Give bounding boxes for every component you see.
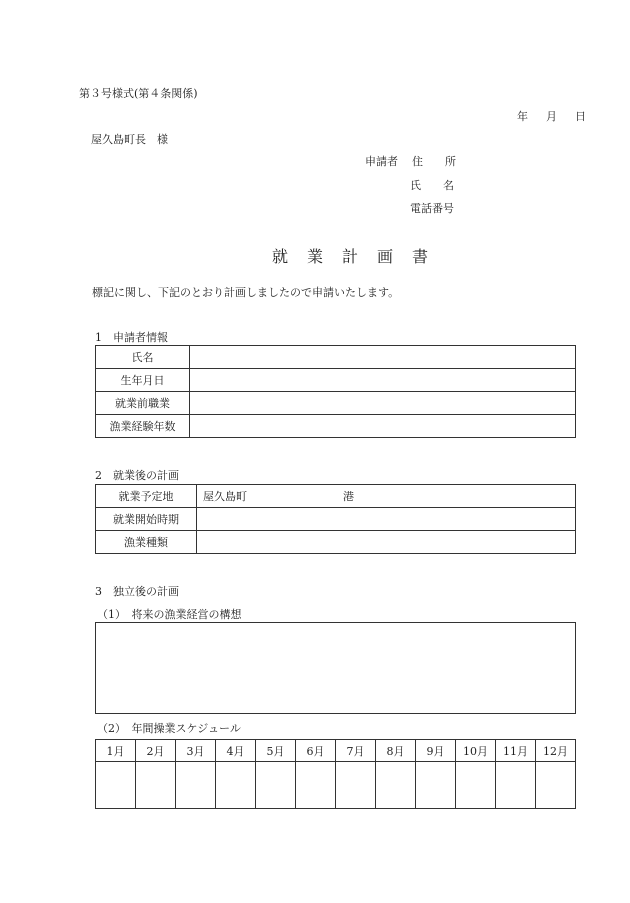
planned-location-field[interactable] bbox=[197, 485, 576, 508]
annual-schedule-table bbox=[95, 739, 576, 809]
row-label-fishing-experience: 漁業経験年数 bbox=[96, 415, 190, 438]
row-label-start-date: 就業開始時期 bbox=[96, 508, 197, 531]
schedule-entry-row bbox=[96, 762, 576, 809]
row-label-birthdate: 生年月日 bbox=[96, 369, 190, 392]
row-label-fishery-type: 漁業種類 bbox=[96, 531, 197, 554]
location-port-suffix: 港 bbox=[343, 490, 354, 503]
schedule-cell[interactable] bbox=[256, 762, 296, 809]
previous-job-field[interactable] bbox=[190, 392, 576, 415]
applicant-info-table bbox=[95, 345, 576, 438]
table-row bbox=[96, 369, 576, 392]
name-field[interactable] bbox=[190, 346, 576, 369]
date-year-label: 年 bbox=[517, 110, 528, 123]
title-char: 画 bbox=[377, 247, 394, 266]
month-header: 3月 bbox=[176, 740, 216, 762]
schedule-cell[interactable] bbox=[336, 762, 376, 809]
schedule-cell[interactable] bbox=[296, 762, 336, 809]
table-row bbox=[96, 485, 576, 508]
month-header: 8月 bbox=[376, 740, 416, 762]
table-row bbox=[96, 346, 576, 369]
schedule-cell[interactable] bbox=[216, 762, 256, 809]
schedule-cell[interactable] bbox=[416, 762, 456, 809]
month-header: 2月 bbox=[136, 740, 176, 762]
month-header: 10月 bbox=[456, 740, 496, 762]
start-date-field[interactable] bbox=[197, 508, 576, 531]
schedule-cell[interactable] bbox=[376, 762, 416, 809]
title-char: 就 bbox=[272, 247, 289, 266]
month-header: 4月 bbox=[216, 740, 256, 762]
section2-heading: 2 就業後の計画 bbox=[95, 469, 179, 482]
title-char: 書 bbox=[412, 247, 429, 266]
section1-heading: 1 申請者情報 bbox=[95, 331, 168, 344]
table-row bbox=[96, 392, 576, 415]
date-line bbox=[517, 111, 586, 122]
name-label: 氏 名 bbox=[410, 179, 454, 192]
month-header: 7月 bbox=[336, 740, 376, 762]
month-header: 11月 bbox=[496, 740, 536, 762]
applicant-label: 申請者 bbox=[365, 155, 398, 168]
schedule-cell[interactable] bbox=[176, 762, 216, 809]
row-label-previous-job: 就業前職業 bbox=[96, 392, 190, 415]
table-row bbox=[96, 531, 576, 554]
phone-label: 電話番号 bbox=[410, 202, 454, 215]
row-label-planned-location: 就業予定地 bbox=[96, 485, 197, 508]
schedule-cell[interactable] bbox=[136, 762, 176, 809]
intro-text: 標記に関し、下記のとおり計画しましたので申請いたします。 bbox=[92, 286, 400, 299]
annual-schedule-heading: （2） 年間操業スケジュール bbox=[97, 722, 241, 735]
schedule-cell[interactable] bbox=[96, 762, 136, 809]
fishing-experience-field[interactable] bbox=[190, 415, 576, 438]
month-header: 9月 bbox=[416, 740, 456, 762]
addressee: 屋久島町長 様 bbox=[91, 133, 168, 146]
month-header: 12月 bbox=[536, 740, 576, 762]
schedule-cell[interactable] bbox=[456, 762, 496, 809]
form-number: 第３号様式(第４条関係) bbox=[79, 87, 198, 100]
table-row bbox=[96, 508, 576, 531]
date-month-label: 月 bbox=[546, 110, 557, 123]
month-header: 1月 bbox=[96, 740, 136, 762]
document-title bbox=[272, 249, 428, 265]
month-header: 6月 bbox=[296, 740, 336, 762]
birthdate-field[interactable] bbox=[190, 369, 576, 392]
fishery-type-field[interactable] bbox=[197, 531, 576, 554]
location-town: 屋久島町 bbox=[203, 490, 247, 503]
future-vision-textarea[interactable] bbox=[95, 622, 576, 714]
section3-heading: 3 独立後の計画 bbox=[95, 585, 179, 598]
future-vision-heading: （1） 将来の漁業経営の構想 bbox=[97, 608, 242, 621]
date-day-label: 日 bbox=[575, 110, 586, 123]
address-label: 住 所 bbox=[412, 155, 456, 168]
month-header: 5月 bbox=[256, 740, 296, 762]
title-char: 業 bbox=[307, 247, 324, 266]
title-char: 計 bbox=[342, 247, 359, 266]
table-row bbox=[96, 415, 576, 438]
post-employment-plan-table bbox=[95, 484, 576, 554]
row-label-name: 氏名 bbox=[96, 346, 190, 369]
schedule-cell[interactable] bbox=[496, 762, 536, 809]
schedule-cell[interactable] bbox=[536, 762, 576, 809]
month-header-row bbox=[96, 740, 576, 762]
